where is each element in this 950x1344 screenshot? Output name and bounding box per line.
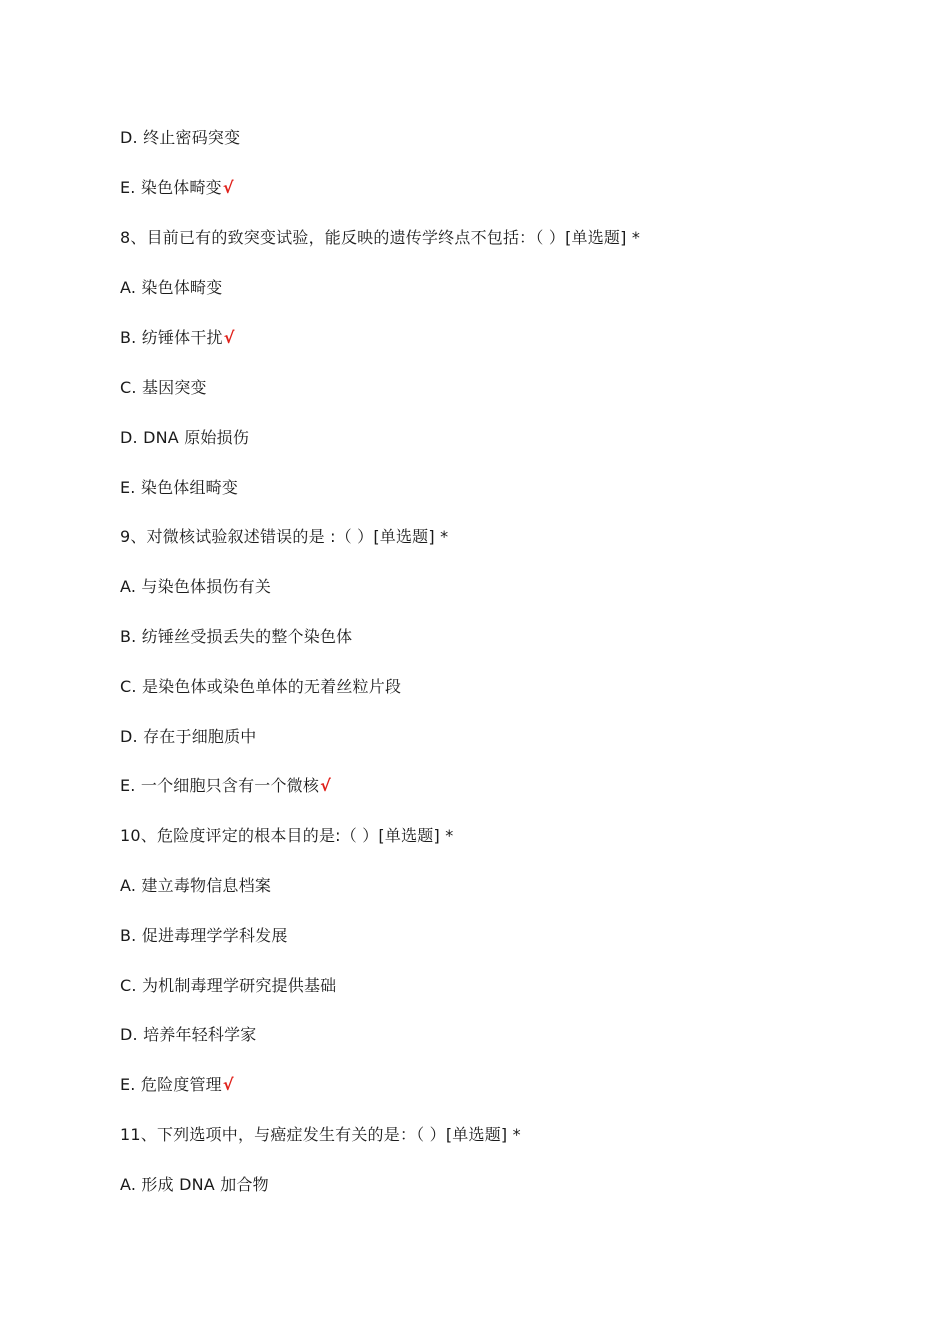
option-a-q9: [120, 574, 271, 600]
line-text: E. 一个细胞只含有一个微核: [120, 776, 320, 795]
line-text: A. 建立毒物信息档案: [120, 876, 272, 895]
option-c-q10: [120, 973, 336, 999]
line-text: B. 纺锤体干扰: [120, 328, 223, 347]
line-text: A. 与染色体损伤有关: [120, 577, 272, 596]
option-e-q9: [120, 773, 331, 799]
option-a-q10: [120, 873, 271, 899]
correct-check-icon: √: [222, 178, 234, 197]
question-text: 11、下列选项中，与癌症发生有关的是：（ ）[单选题] *: [120, 1125, 521, 1144]
option-d-q9: [120, 724, 257, 750]
option-a-q11: [120, 1172, 269, 1198]
line-text: C. 基因突变: [120, 378, 207, 397]
line-text: C. 为机制毒理学研究提供基础: [120, 976, 337, 995]
option-b-q8: [120, 325, 235, 351]
correct-check-icon: √: [222, 1075, 234, 1094]
line-text: B. 纺锤丝受损丢失的整个染色体: [120, 627, 353, 646]
option-b-q9: [120, 624, 352, 650]
option-e-q10: [120, 1072, 234, 1098]
line-text: D. 终止密码突变: [120, 128, 241, 147]
option-d-q10: [120, 1022, 257, 1048]
option-d-q7: [120, 125, 240, 151]
line-text: E. 染色体组畸变: [120, 478, 239, 497]
line-text: C. 是染色体或染色单体的无着丝粒片段: [120, 677, 402, 696]
line-text: D. 存在于细胞质中: [120, 727, 257, 746]
line-text: E. 危险度管理: [120, 1075, 222, 1094]
question-11: [120, 1122, 521, 1148]
question-8: [120, 225, 640, 251]
option-d-q8: [120, 425, 249, 451]
option-e-q8: [120, 475, 238, 501]
correct-check-icon: √: [320, 776, 331, 795]
question-9: [120, 524, 448, 550]
question-text: 9、对微核试验叙述错误的是 :（ ）[单选题] *: [120, 527, 449, 546]
option-a-q8: [120, 275, 222, 301]
line-text: A. 形成 DNA 加合物: [120, 1175, 269, 1194]
question-text: 10、危险度评定的根本目的是:（ ）[单选题] *: [120, 826, 454, 845]
correct-check-icon: √: [223, 328, 235, 347]
line-text: B. 促进毒理学学科发展: [120, 926, 288, 945]
option-c-q8: [120, 375, 207, 401]
line-text: D. DNA 原始损伤: [120, 428, 250, 447]
line-text: D. 培养年轻科学家: [120, 1025, 257, 1044]
option-c-q9: [120, 674, 401, 700]
question-10: [120, 823, 453, 849]
line-text: E. 染色体畸变: [120, 178, 222, 197]
option-e-q7: [120, 175, 234, 201]
question-text: 8、目前已有的致突变试验，能反映的遗传学终点不包括：（ ）[单选题] *: [120, 228, 641, 247]
line-text: A. 染色体畸变: [120, 278, 223, 297]
option-b-q10: [120, 923, 288, 949]
